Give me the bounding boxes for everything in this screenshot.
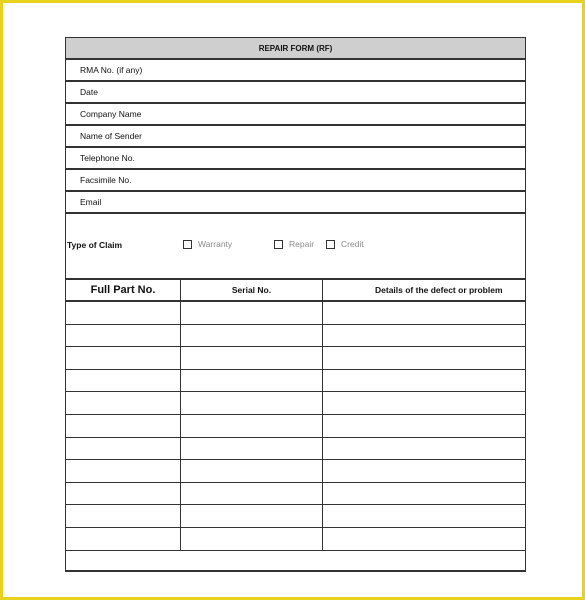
- telephone-field[interactable]: [66, 148, 525, 170]
- repair-checkbox[interactable]: [274, 240, 283, 249]
- part-no-cell[interactable]: [66, 347, 181, 370]
- repair-option[interactable]: [274, 239, 314, 249]
- email-field[interactable]: [66, 192, 525, 214]
- credit-option[interactable]: [326, 239, 364, 249]
- part-no-cell[interactable]: [66, 415, 181, 438]
- defect-details-cell[interactable]: [323, 483, 525, 506]
- company-name-label: Company Name: [80, 109, 142, 119]
- serial-no-cell[interactable]: [181, 528, 323, 551]
- part-no-cell[interactable]: [66, 392, 181, 415]
- date-label: Date: [80, 87, 98, 97]
- rma-number-label: RMA No. (if any): [80, 65, 143, 75]
- claim-type-section: [66, 214, 525, 280]
- header-full-part-no: Full Part No.: [66, 280, 181, 302]
- part-no-cell[interactable]: [66, 483, 181, 506]
- rma-number-field[interactable]: [66, 60, 525, 82]
- repair-form: [65, 37, 526, 572]
- defect-details-cell[interactable]: [323, 505, 525, 528]
- telephone-label: Telephone No.: [80, 153, 135, 163]
- serial-no-cell[interactable]: [181, 302, 323, 325]
- defect-details-cell[interactable]: [323, 370, 525, 393]
- credit-label: Credit: [341, 239, 364, 249]
- serial-no-cell[interactable]: [181, 460, 323, 483]
- part-no-cell[interactable]: [66, 302, 181, 325]
- part-no-cell[interactable]: [66, 528, 181, 551]
- credit-checkbox[interactable]: [326, 240, 335, 249]
- defect-details-cell[interactable]: [323, 347, 525, 370]
- sender-name-label: Name of Sender: [80, 131, 142, 141]
- part-no-cell[interactable]: [66, 438, 181, 461]
- form-title: REPAIR FORM (RF): [66, 38, 525, 60]
- warranty-label: Warranty: [198, 239, 233, 249]
- defect-details-cell[interactable]: [323, 325, 525, 348]
- serial-no-cell[interactable]: [181, 483, 323, 506]
- facsimile-label: Facsimile No.: [80, 175, 132, 185]
- serial-no-cell[interactable]: [181, 325, 323, 348]
- part-no-cell[interactable]: [66, 325, 181, 348]
- sender-name-field[interactable]: [66, 126, 525, 148]
- serial-no-cell[interactable]: [181, 347, 323, 370]
- serial-no-cell[interactable]: [181, 415, 323, 438]
- defect-details-cell[interactable]: [323, 460, 525, 483]
- facsimile-field[interactable]: [66, 170, 525, 192]
- defect-details-cell[interactable]: [323, 415, 525, 438]
- repair-label: Repair: [289, 239, 315, 249]
- company-name-field[interactable]: [66, 104, 525, 126]
- defect-details-cell[interactable]: [323, 392, 525, 415]
- serial-no-cell[interactable]: [181, 505, 323, 528]
- defect-details-cell[interactable]: [323, 438, 525, 461]
- claim-type-label: Type of Claim: [67, 240, 123, 250]
- header-serial-no: Serial No.: [181, 280, 323, 302]
- defect-details-cell[interactable]: [323, 302, 525, 325]
- part-no-cell[interactable]: [66, 505, 181, 528]
- date-field[interactable]: [66, 82, 525, 104]
- warranty-checkbox[interactable]: [183, 240, 192, 249]
- serial-no-cell[interactable]: [181, 392, 323, 415]
- serial-no-cell[interactable]: [181, 438, 323, 461]
- header-defect-details: Details of the defect or problem: [323, 280, 525, 302]
- warranty-option[interactable]: [183, 239, 232, 249]
- part-no-cell[interactable]: [66, 460, 181, 483]
- parts-table: [66, 280, 525, 551]
- defect-details-cell[interactable]: [323, 528, 525, 551]
- serial-no-cell[interactable]: [181, 370, 323, 393]
- email-label: Email: [80, 197, 102, 207]
- part-no-cell[interactable]: [66, 370, 181, 393]
